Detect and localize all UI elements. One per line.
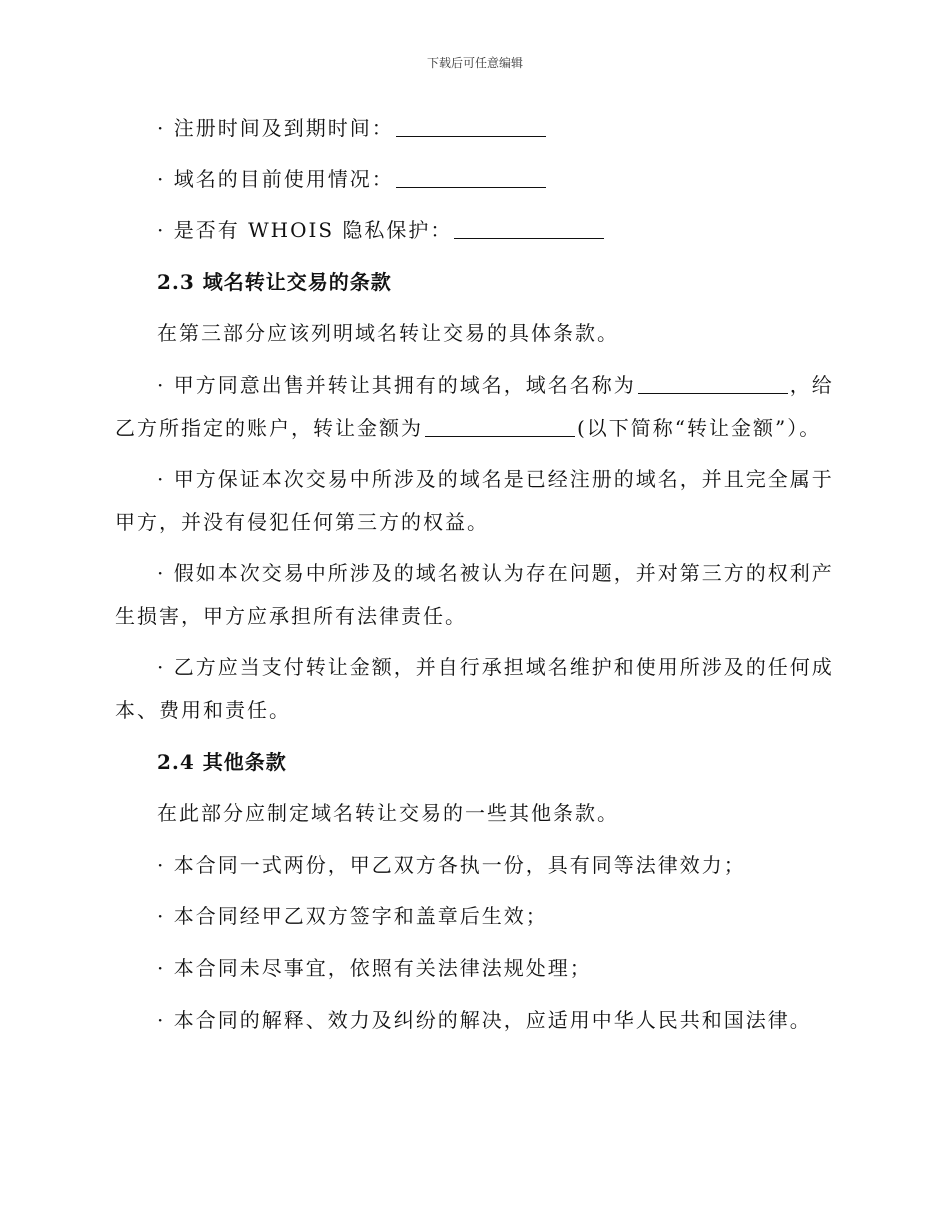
whois-item	[157, 208, 867, 252]
reg-time-blank	[396, 114, 546, 137]
reg-time-label: · 注册时间及到期时间：	[157, 116, 394, 140]
usage-item	[157, 157, 867, 201]
section-2-3-intro: 在第三部分应该列明域名转让交易的具体条款。	[157, 321, 619, 345]
whois-blank	[454, 216, 604, 239]
clause-4-line-2: 本、费用和责任。	[115, 698, 291, 722]
clause-1-text-c: 乙方所指定的账户，转让金额为	[115, 416, 423, 440]
clause-3-line-2: 生损害，甲方应承担所有法律责任。	[115, 604, 467, 628]
clause-1-text-b: ，给	[789, 373, 834, 397]
clause-1-text-a: · 甲方同意出售并转让其拥有的域名，域名名称为	[157, 373, 636, 397]
section-2-3-heading: 2.3 域名转让交易的条款	[157, 270, 392, 294]
other-clause-2: · 本合同经甲乙双方签字和盖章后生效；	[157, 904, 548, 928]
reg-time-item	[157, 106, 867, 150]
domain-name-blank	[638, 371, 788, 394]
other-clause-3: · 本合同未尽事宜，依照有关法律法规处理；	[157, 956, 592, 980]
clause-2-line-1: · 甲方保证本次交易中所涉及的域名是已经注册的域名，并且完全属于	[157, 467, 834, 491]
other-clause-4: · 本合同的解释、效力及纠纷的解决，应适用中华人民共和国法律。	[157, 1008, 812, 1032]
amount-blank	[425, 414, 575, 437]
whois-label: · 是否有 WHOIS 隐私保护：	[157, 218, 453, 242]
clause-2-line-2: 甲方，并没有侵犯任何第三方的权益。	[115, 510, 489, 534]
other-clause-1: · 本合同一式两份，甲乙双方各执一份，具有同等法律效力；	[157, 853, 746, 877]
clause-1-line-2	[115, 406, 825, 450]
clause-1-text-d: (以下简称“转让金额”）。	[577, 416, 822, 440]
section-2-4-heading: 2.4 其他条款	[157, 750, 287, 774]
clause-3-line-1: · 假如本次交易中所涉及的域名被认为存在问题，并对第三方的权利产	[157, 561, 834, 585]
section-2-4-intro: 在此部分应制定域名转让交易的一些其他条款。	[157, 801, 619, 825]
clause-1-line-1	[157, 363, 867, 407]
page-header: 下载后可任意编辑	[426, 56, 523, 70]
clause-4-line-1: · 乙方应当支付转让金额，并自行承担域名维护和使用所涉及的任何成	[157, 655, 834, 679]
usage-label: · 域名的目前使用情况：	[157, 167, 394, 191]
usage-blank	[396, 165, 546, 188]
